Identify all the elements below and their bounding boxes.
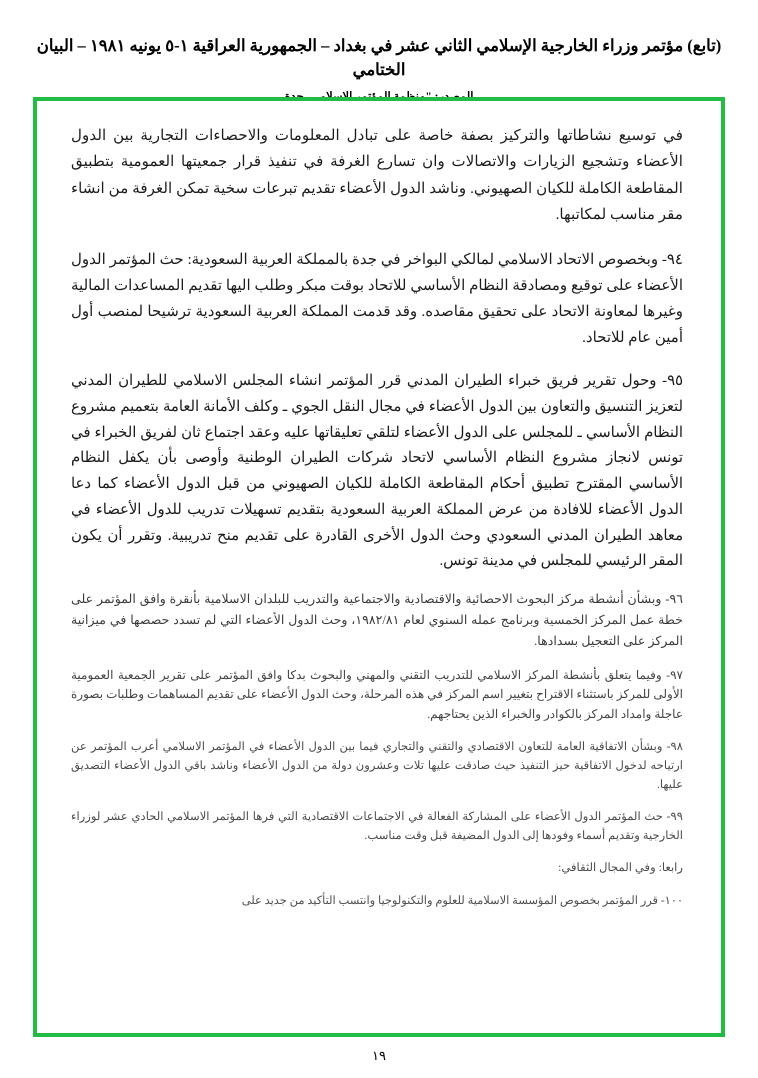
paragraph: في توسيع نشاطاتها والتركيز بصفة خاصة على تبادل المعلومات والاحصاءات التجارية بين الدول الأعضاء وتشجيع الزيارات والاتصالات وان تسارع الغرفة في تنفيذ قرار جمعيتها العمومية بتطبيق المقاطعة الكاملة للكيان الصهيوني. وناشد الدول الأعضاء تقديم تبرعات سخية تمكن الغرفة من انشاء مقر مناسب لمكاتبها. — [71, 127, 683, 224]
paragraph: ٩٦- وبشأن أنشطة مركز البحوث الاحصائية والاقتصادية والاجتماعية والتدريب للبلدان الاسلامية بأنقرة وافق المؤتمر على خطة عمل المركز الخمسية وبرنامج عمله السنوي لعام ١٩٨٢/٨١، وحث الدول الأعضاء التي لم تسدد حصصها في ميزانية المركز على التعجيل بسدادها. — [71, 592, 683, 648]
paragraph: ٩٩- حث المؤتمر الدول الأعضاء على المشاركة الفعالة في الاجتماعات الاقتصادية التي فرها المؤتمر الاسلامي الحادي عشر لوزراء الخارجية وتقديم أسماء وفودها إلى الدول المضيفة قبل وقت مناسب. — [71, 810, 683, 842]
page-header — [0, 0, 758, 103]
paragraph: ٩٤- وبخصوص الاتحاد الاسلامي لمالكي البواخر في جدة بالمملكة العربية السعودية: حث المؤتمر الدول الأعضاء على توقيع ومصادقة النظام الأساسي للاتحاد بوقت مبكر وطلب اليها تقديم المساعدات المالية وغيرها لمعاونة الاتحاد على تحقيق مقاصده. وقد قدمت المملكة العربية السعودية ترشيحا لمنصب أول أمين عام للاتحاد. — [71, 251, 683, 347]
paragraph: ١٠٠- قرر المؤتمر بخصوص المؤسسة الاسلامية للعلوم والتكنولوجيا وانتسب التأكيد من جديد على — [241, 895, 683, 908]
page-title: (تابع) مؤتمر وزراء الخارجية الإسلامي الثاني عشر في بغداد – الجمهورية العراقية ١-٥ يونيه ١٩٨١ – البيان الختامي — [36, 36, 722, 79]
section-heading: رابعا: وفي المجال الثقافي: — [558, 861, 683, 875]
page-number: ١٩ — [372, 1048, 386, 1063]
paragraph: ٩٨- وبشأن الاتفاقية العامة للتعاون الاقتصادي والتقني والتجاري فيما بين الدول الأعضاء في المؤتمر الاسلامي أعرب المؤتمر عن ارتياحه لدخول الاتفاقية حيز التنفيذ حيث صادقت عليها تلات وعشرون دولة من الدول الأعضاء وناشد باقي الدول الأعضاء التصديق عليها. — [71, 740, 683, 791]
paragraph: ٩٧- وفيما يتعلق بأنشطة المركز الاسلامي للتدريب التقني والمهني والبحوث بدكا وافق المؤتمر على تقرير الجمعية العمومية الأولى للمركز باستثناء الاقتراح بتغيير اسم المركز في هذه المرحلة، وحث الدول الأعضاء على تقديم المساهمات وطلبات بصورة عاجلة وامداد المركز بالكوادر والخبراء الذين يحتاجهم. — [71, 667, 683, 721]
paragraph: ٩٥- وحول تقرير فريق خبراء الطيران المدني قرر المؤتمر انشاء المجلس الاسلامي للطيران المدني لتعزيز التنسيق والتعاون بين الدول الأعضاء في مجال النقل الجوي ـ وكلف الأمانة العامة بتعميم مشروع النظام الأساسي ـ للمجلس على الدول الأعضاء لتلقي تعليقاتها عليه وعقد اجتماع ثان لفريق الخبراء في تونس لانجاز مشروع النظام الأساسي لاتحاد شركات الطيران الوطنية وأوصى بأن يكفل النظام الأساسي المقترح تطبيق أحكام المقاطعة الكاملة للكيان الصهيوني من قبل الدول الأعضاء كما دعا الدول الأعضاء للافادة من عرض المملكة العربية السعودية بتقديم تسهيلات تدريب للدول الأعضاء في معاهد الطيران المدني السعودي وحث الدول الأخرى القادرة على تقديم منح تدريبية. وتقرر أن يكون المقر الرئيسي للمجلس في مدينة تونس. — [71, 373, 683, 570]
green-border-frame — [33, 97, 725, 1037]
document-body — [37, 101, 721, 1033]
